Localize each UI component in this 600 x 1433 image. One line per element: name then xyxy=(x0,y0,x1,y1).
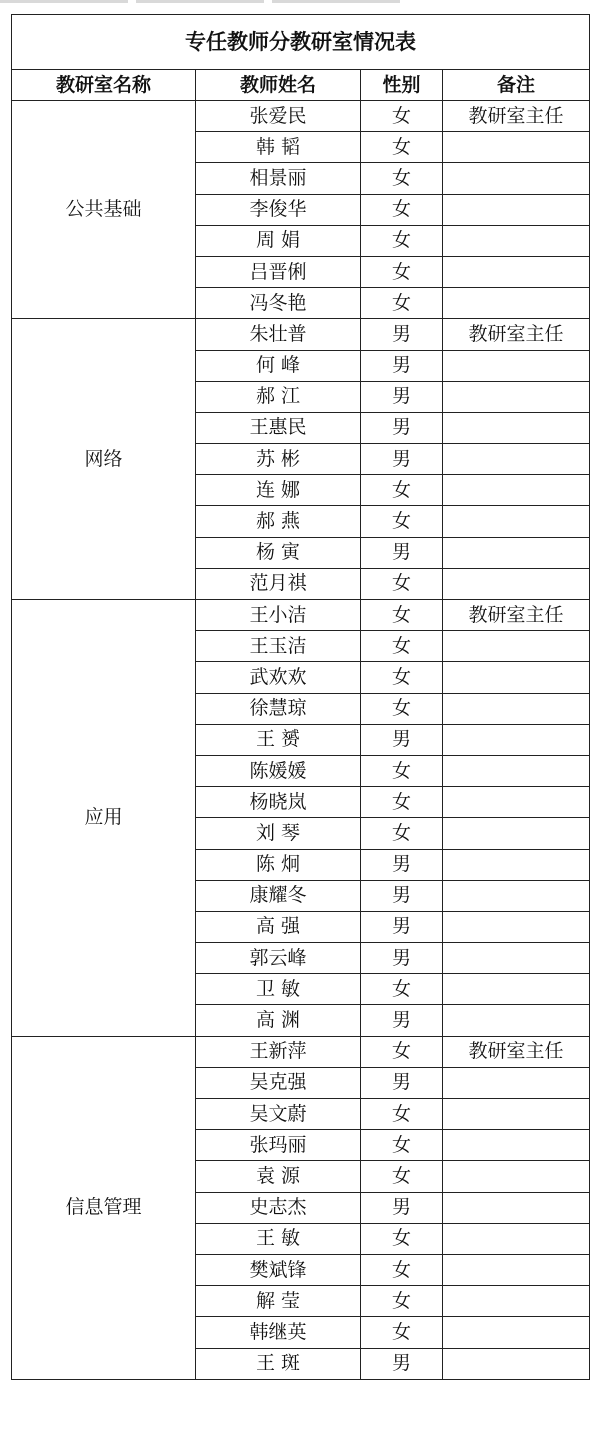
note-cell: 教研室主任 xyxy=(443,600,590,631)
note-cell xyxy=(443,1192,590,1223)
gender-cell: 男 xyxy=(361,537,443,568)
gender-cell: 男 xyxy=(361,943,443,974)
gender-cell: 女 xyxy=(361,256,443,287)
gender-cell: 男 xyxy=(361,1192,443,1223)
teacher-name-cell: 韩继英 xyxy=(196,1317,361,1348)
header-department: 教研室名称 xyxy=(12,70,196,101)
gender-cell: 男 xyxy=(361,1067,443,1098)
teacher-name-cell: 陈 炯 xyxy=(196,849,361,880)
teacher-name-cell: 康耀冬 xyxy=(196,880,361,911)
note-cell xyxy=(443,1254,590,1285)
teacher-name-cell: 史志杰 xyxy=(196,1192,361,1223)
gender-cell: 女 xyxy=(361,506,443,537)
teacher-name-cell: 徐慧琼 xyxy=(196,693,361,724)
department-name-cell: 网络 xyxy=(12,319,196,600)
header-teacher-name: 教师姓名 xyxy=(196,70,361,101)
gender-cell: 男 xyxy=(361,1005,443,1036)
teacher-name-cell: 朱壮普 xyxy=(196,319,361,350)
gender-cell: 女 xyxy=(361,1223,443,1254)
note-cell xyxy=(443,412,590,443)
teacher-name-cell: 相景丽 xyxy=(196,163,361,194)
teacher-name-cell: 王 赟 xyxy=(196,724,361,755)
department-name-cell: 公共基础 xyxy=(12,101,196,319)
gender-cell: 男 xyxy=(361,849,443,880)
gender-cell: 女 xyxy=(361,475,443,506)
teacher-name-cell: 王玉洁 xyxy=(196,631,361,662)
note-cell xyxy=(443,1099,590,1130)
department-name-cell: 应用 xyxy=(12,600,196,1037)
teacher-name-cell: 卫 敏 xyxy=(196,974,361,1005)
gender-cell: 男 xyxy=(361,319,443,350)
gender-cell: 男 xyxy=(361,381,443,412)
note-cell xyxy=(443,506,590,537)
table-title: 专任教师分教研室情况表 xyxy=(12,15,590,70)
title-row xyxy=(12,15,590,70)
gender-cell: 女 xyxy=(361,163,443,194)
teacher-name-cell: 樊斌锋 xyxy=(196,1254,361,1285)
gender-cell: 女 xyxy=(361,194,443,225)
teacher-name-cell: 何 峰 xyxy=(196,350,361,381)
note-cell xyxy=(443,350,590,381)
gender-cell: 女 xyxy=(361,631,443,662)
teacher-name-cell: 王惠民 xyxy=(196,412,361,443)
table-body xyxy=(12,15,590,1380)
note-cell xyxy=(443,288,590,319)
gender-cell: 女 xyxy=(361,1099,443,1130)
note-cell: 教研室主任 xyxy=(443,101,590,132)
gender-cell: 女 xyxy=(361,568,443,599)
gender-cell: 男 xyxy=(361,724,443,755)
teacher-name-cell: 吕晋俐 xyxy=(196,256,361,287)
teacher-name-cell: 冯冬艳 xyxy=(196,288,361,319)
teacher-name-cell: 刘 琴 xyxy=(196,818,361,849)
teacher-table xyxy=(11,14,590,1380)
gender-cell: 女 xyxy=(361,288,443,319)
note-cell xyxy=(443,943,590,974)
gender-cell: 女 xyxy=(361,1130,443,1161)
gender-cell: 女 xyxy=(361,600,443,631)
note-cell xyxy=(443,1005,590,1036)
note-cell xyxy=(443,880,590,911)
teacher-name-cell: 韩 韬 xyxy=(196,132,361,163)
gender-cell: 女 xyxy=(361,662,443,693)
gender-cell: 男 xyxy=(361,880,443,911)
gender-cell: 女 xyxy=(361,1317,443,1348)
note-cell xyxy=(443,818,590,849)
header-note: 备注 xyxy=(443,70,590,101)
note-cell xyxy=(443,225,590,256)
teacher-name-cell: 王新萍 xyxy=(196,1036,361,1067)
note-cell xyxy=(443,724,590,755)
gender-cell: 男 xyxy=(361,412,443,443)
note-cell xyxy=(443,194,590,225)
teacher-table-sheet xyxy=(11,14,589,1380)
note-cell xyxy=(443,787,590,818)
gender-cell: 女 xyxy=(361,101,443,132)
teacher-name-cell: 苏 彬 xyxy=(196,444,361,475)
teacher-name-cell: 袁 源 xyxy=(196,1161,361,1192)
note-cell xyxy=(443,444,590,475)
teacher-name-cell: 王 敏 xyxy=(196,1223,361,1254)
gender-cell: 女 xyxy=(361,693,443,724)
gender-cell: 女 xyxy=(361,225,443,256)
note-cell xyxy=(443,1161,590,1192)
teacher-name-cell: 解 莹 xyxy=(196,1286,361,1317)
teacher-name-cell: 周 娟 xyxy=(196,225,361,256)
note-cell xyxy=(443,1348,590,1379)
department-name-cell: 信息管理 xyxy=(12,1036,196,1379)
teacher-name-cell: 杨晓岚 xyxy=(196,787,361,818)
note-cell xyxy=(443,163,590,194)
teacher-name-cell: 连 娜 xyxy=(196,475,361,506)
gender-cell: 女 xyxy=(361,1161,443,1192)
gender-cell: 男 xyxy=(361,1348,443,1379)
note-cell xyxy=(443,755,590,786)
note-cell xyxy=(443,693,590,724)
table-row xyxy=(12,600,590,631)
note-cell xyxy=(443,1317,590,1348)
teacher-name-cell: 郭云峰 xyxy=(196,943,361,974)
teacher-name-cell: 郝 燕 xyxy=(196,506,361,537)
table-row xyxy=(12,101,590,132)
teacher-name-cell: 高 渊 xyxy=(196,1005,361,1036)
gender-cell: 男 xyxy=(361,350,443,381)
gender-cell: 女 xyxy=(361,818,443,849)
note-cell xyxy=(443,381,590,412)
teacher-name-cell: 吴文蔚 xyxy=(196,1099,361,1130)
teacher-name-cell: 李俊华 xyxy=(196,194,361,225)
note-cell xyxy=(443,1130,590,1161)
note-cell xyxy=(443,911,590,942)
note-cell xyxy=(443,662,590,693)
note-cell xyxy=(443,1223,590,1254)
gender-cell: 女 xyxy=(361,755,443,786)
teacher-name-cell: 王小洁 xyxy=(196,600,361,631)
teacher-name-cell: 武欢欢 xyxy=(196,662,361,693)
gender-cell: 男 xyxy=(361,911,443,942)
header-row xyxy=(12,70,590,101)
teacher-name-cell: 陈媛媛 xyxy=(196,755,361,786)
note-cell: 教研室主任 xyxy=(443,1036,590,1067)
note-cell xyxy=(443,1067,590,1098)
gender-cell: 女 xyxy=(361,1286,443,1317)
teacher-name-cell: 张玛丽 xyxy=(196,1130,361,1161)
note-cell xyxy=(443,1286,590,1317)
note-cell xyxy=(443,849,590,880)
note-cell xyxy=(443,631,590,662)
note-cell xyxy=(443,568,590,599)
gender-cell: 女 xyxy=(361,974,443,1005)
top-edge-strip xyxy=(0,0,600,6)
gender-cell: 女 xyxy=(361,1036,443,1067)
note-cell xyxy=(443,974,590,1005)
teacher-name-cell: 吴克强 xyxy=(196,1067,361,1098)
table-row xyxy=(12,1036,590,1067)
header-gender: 性别 xyxy=(361,70,443,101)
teacher-name-cell: 郝 江 xyxy=(196,381,361,412)
table-row xyxy=(12,319,590,350)
note-cell xyxy=(443,537,590,568)
gender-cell: 女 xyxy=(361,1254,443,1285)
gender-cell: 男 xyxy=(361,444,443,475)
note-cell xyxy=(443,256,590,287)
note-cell xyxy=(443,475,590,506)
teacher-name-cell: 张爱民 xyxy=(196,101,361,132)
gender-cell: 女 xyxy=(361,132,443,163)
gender-cell: 女 xyxy=(361,787,443,818)
teacher-name-cell: 杨 寅 xyxy=(196,537,361,568)
teacher-name-cell: 高 强 xyxy=(196,911,361,942)
note-cell: 教研室主任 xyxy=(443,319,590,350)
teacher-name-cell: 范月祺 xyxy=(196,568,361,599)
teacher-name-cell: 王 斑 xyxy=(196,1348,361,1379)
note-cell xyxy=(443,132,590,163)
